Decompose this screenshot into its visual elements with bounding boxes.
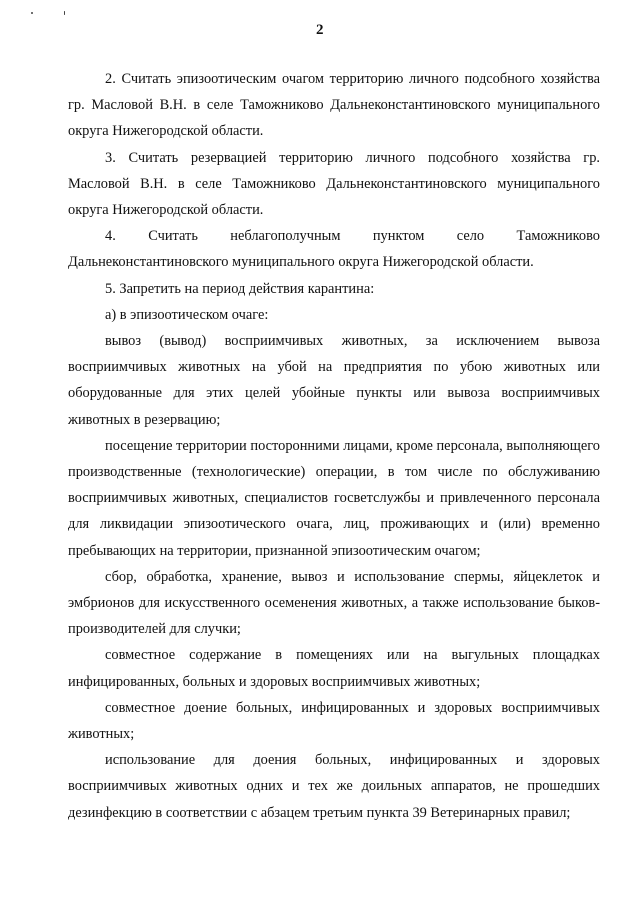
scan-artifact-mark xyxy=(31,12,33,14)
paragraph-milking-devices-ban: использование для доения больных, инфицированных и здоровых восприимчивых животных одних и тех же доильных аппаратов, не прошедших дезинфекцию в соответствии с абзацем третьим пункта 39 Ветеринарных правил; xyxy=(68,752,600,821)
paragraph-joint-milking-ban: совместное доение больных, инфицированных и здоровых восприимчивых животных; xyxy=(68,699,600,743)
paragraph-visit-ban: посещение территории посторонними лицами, кроме персонала, выполняющего производственные (технологические) операции, в том числе по обслуживанию восприимчивых животных, специалистов госветслужбы и привлеченного персонала для ликвидации эпизоотического очага, лиц, проживающих и (или) временно пребывающих на территории, признанной эпизоотическим очагом; xyxy=(68,437,600,559)
paragraph-joint-keeping-ban: совместное содержание в помещениях или на выгульных площадках инфицированных, больных и здоровых восприимчивых животных; xyxy=(68,647,600,690)
paragraph-subitem-a: а) в эпизоотическом очаге: xyxy=(105,306,269,323)
page-number: 2 xyxy=(316,22,324,38)
paragraph-item-2: 2. Считать эпизоотическим очагом территорию личного подсобного хозяйства гр. Масловой В.Н. в селе Таможниково Дальнеконстантиновского муниципального округа Нижегородской области. xyxy=(68,71,600,140)
scan-artifact-mark xyxy=(64,11,65,15)
document-body xyxy=(68,66,600,826)
paragraph-sperm-ban: сбор, обработка, хранение, вывоз и использование спермы, яйцеклеток и эмбрионов для искусственного осеменения животных, а также использование быков-производителей для случки; xyxy=(68,568,600,638)
paragraph-item-4: 4. Считать неблагополучным пунктом село Таможниково Дальнеконстантиновского муниципального округа Нижегородской области. xyxy=(68,228,600,271)
paragraph-item-5: 5. Запретить на период действия карантина: xyxy=(105,280,375,297)
paragraph-item-3: 3. Считать резервацией территорию личного подсобного хозяйства гр. Масловой В.Н. в селе Таможниково Дальнеконстантиновского муниципального округа Нижегородской области. xyxy=(68,149,600,219)
paragraph-removal-ban: вывоз (вывод) восприимчивых животных, за исключением вывоза восприимчивых животных на убой на предприятия по убою животных или оборудованные для этих целей убойные пункты или вывоза восприимчивых животных в резервацию; xyxy=(68,333,600,428)
